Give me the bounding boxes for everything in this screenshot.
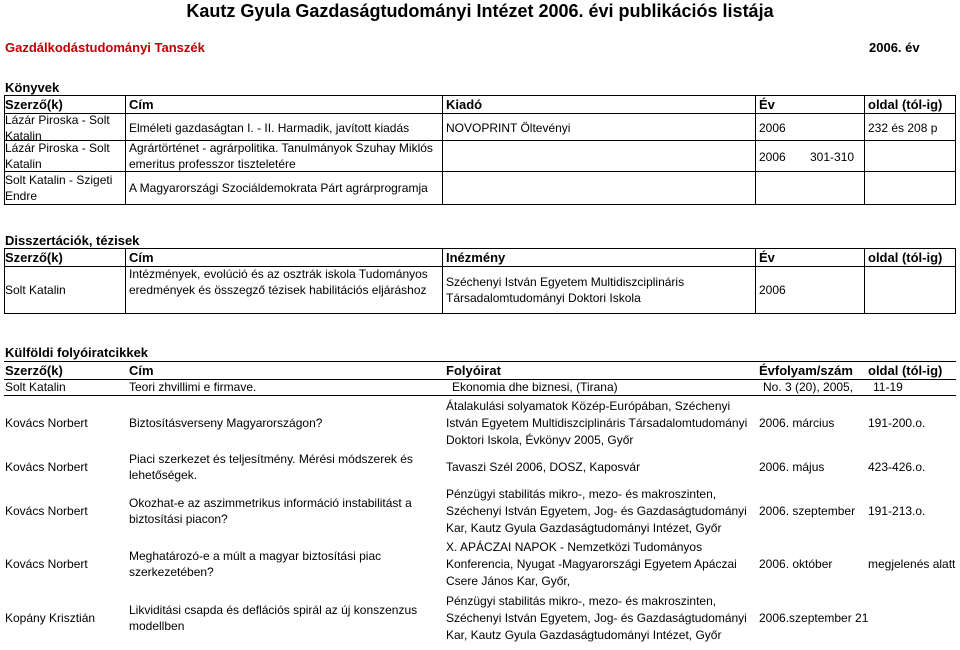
articles-row2-journal: Átalakulási solyamatok Közép-Európában, Széchenyi István Egyetem Multidiszciplináris Társadalomtudományi Doktori Iskola, Évkönyv 2005, Győr xyxy=(446,399,748,447)
articles-row2-title: Biztosításverseny Magyarországon? xyxy=(129,416,323,430)
books-grid-line xyxy=(442,95,443,204)
section-articles-title: Külföldi folyóiratcikkek xyxy=(5,345,149,360)
books-row3-author: Solt Katalin - Szigeti Endre xyxy=(5,173,113,203)
articles-row6-journal: Pénzügyi stabilitás mikro-, mezo- és makroszinten, Széchenyi István Egyetem, Jog- és Gazdaságtudományi Kar, Kautz Gyula Gazdaságtudományi Intézet, Győr xyxy=(446,594,747,642)
articles-row1-author: Solt Katalin xyxy=(5,380,66,394)
theses-grid-line xyxy=(4,248,5,313)
books-row2-author: Lázár Piroska - Solt Katalin xyxy=(5,141,110,171)
theses-row1-institution: Széchenyi István Egyetem Multidiszciplináris Társadalomtudományi Doktori Iskola xyxy=(446,275,685,305)
theses-header-institution: Inézmény xyxy=(446,250,506,265)
articles-row4-title: Okozhat-e az aszimmetrikus információ instabilitást a biztosítási piacon? xyxy=(129,496,412,526)
books-row1-pages: 232 és 208 p xyxy=(868,121,938,135)
books-header-publisher: Kiadó xyxy=(446,97,483,112)
theses-header-year: Év xyxy=(759,250,775,265)
theses-header-pages: oldal (tól-ig) xyxy=(868,250,943,265)
theses-top-rule xyxy=(4,248,956,249)
articles-row2-author: Kovács Norbert xyxy=(5,416,88,430)
articles-row6-issue: 2006.szeptember 21 xyxy=(759,611,869,625)
articles-row6-author: Kopány Krisztián xyxy=(5,611,96,625)
books-grid-line xyxy=(955,95,956,204)
articles-row1-issue: No. 3 (20), 2005, xyxy=(763,380,854,394)
theses-row1-title: Intézmények, evolúció és az osztrák iskola Tudományos eredmények és összegző tézisek habilitációs eljáráshoz xyxy=(129,267,428,297)
articles-top-rule xyxy=(4,361,956,362)
books-header-rule xyxy=(4,113,956,114)
page-title: Kautz Gyula Gazdaságtudományi Intézet 2006. évi publikációs listája xyxy=(186,1,774,21)
articles-row1-rule xyxy=(4,395,956,396)
articles-row2-issue: 2006. március xyxy=(759,416,835,430)
books-row3-title: A Magyarországi Szociáldemokrata Párt agrárprogramja xyxy=(129,181,428,195)
articles-row5-title: Meghatározó-e a múlt a magyar biztosítási piac szerkezetében? xyxy=(129,549,382,579)
section-theses-title: Disszertációk, tézisek xyxy=(5,233,140,248)
report-year: 2006. év xyxy=(869,40,920,55)
theses-grid-line xyxy=(4,313,956,314)
articles-row1-title: Teori zhvillimi e firmave. xyxy=(129,380,257,394)
articles-header-journal: Folyóirat xyxy=(446,363,501,378)
books-grid-line xyxy=(755,95,756,204)
articles-row3-issue: 2006. május xyxy=(759,460,825,474)
books-grid-line xyxy=(864,95,865,204)
theses-grid-line xyxy=(864,248,865,313)
books-row1-author: Lázár Piroska - Solt Katalin xyxy=(5,113,110,143)
books-row1-title: Elméleti gazdaságtan I. - II. Harmadik, javított kiadás xyxy=(129,121,410,135)
books-header-title: Cím xyxy=(129,97,154,112)
department-name: Gazdálkodástudományi Tanszék xyxy=(5,40,205,55)
articles-header-author: Szerző(k) xyxy=(5,363,63,378)
articles-row1-journal: Ekonomia dhe biznesi, (Tirana) xyxy=(452,380,618,394)
theses-row1-author: Solt Katalin xyxy=(5,283,66,297)
articles-header-issue: Évfolyam/szám xyxy=(759,363,853,378)
books-row1-year: 2006 xyxy=(759,121,786,135)
articles-row1-pages: 11-19 xyxy=(873,380,903,394)
theses-grid-line xyxy=(755,248,756,313)
books-grid-line xyxy=(125,95,126,204)
articles-row2-pages: 191-200.o. xyxy=(868,416,926,430)
theses-row1-year: 2006 xyxy=(759,283,786,297)
books-row2-year: 2006 xyxy=(759,150,786,164)
theses-grid-line xyxy=(442,248,443,313)
books-header-pages: oldal (tól-ig) xyxy=(868,97,943,112)
books-header-year: Év xyxy=(759,97,775,112)
articles-row5-author: Kovács Norbert xyxy=(5,557,88,571)
books-grid-line xyxy=(4,204,956,205)
articles-header-title: Cím xyxy=(129,363,154,378)
theses-grid-line xyxy=(125,248,126,313)
articles-row4-journal: Pénzügyi stabilitás mikro-, mezo- és makroszinten, Széchenyi István Egyetem, Jog- és Gazdaságtudományi Kar, Kautz Gyula Gazdaságtudományi Intézet, Győr xyxy=(446,487,747,535)
section-books-title: Könyvek xyxy=(5,80,60,95)
books-row2-title: Agrártörténet - agrárpolitika. Tanulmányok Szuhay Miklós emeritus professzor tiszteletére xyxy=(129,141,433,171)
articles-row6-title: Likviditási csapda és deflációs spirál az új konszenzus modellben xyxy=(129,603,418,633)
articles-row5-issue: 2006. október xyxy=(759,557,833,571)
articles-row3-journal: Tavaszi Szél 2006, DOSZ, Kaposvár xyxy=(446,460,641,474)
theses-header-author: Szerző(k) xyxy=(5,250,63,265)
theses-header-title: Cím xyxy=(129,250,154,265)
theses-grid-line xyxy=(955,248,956,313)
books-header-author: Szerző(k) xyxy=(5,97,63,112)
articles-row5-journal: X. APÁCZAI NAPOK - Nemzetközi Tudományos Konferencia, Nyugat -Magyarországi Egyetem Apáczai Csere János Kar, Győr, xyxy=(446,540,737,588)
articles-header-pages: oldal (tól-ig) xyxy=(868,363,943,378)
articles-row5-pages: megjelenés alatt xyxy=(868,557,956,571)
books-top-rule xyxy=(4,95,956,96)
books-row1-publisher: NOVOPRINT Öltevényi xyxy=(446,121,571,135)
articles-row4-pages: 191-213.o. xyxy=(868,504,926,518)
books-row2-pages: 301-310 xyxy=(810,150,855,164)
articles-row3-pages: 423-426.o. xyxy=(868,460,926,474)
articles-row3-author: Kovács Norbert xyxy=(5,460,88,474)
articles-row4-issue: 2006. szeptember xyxy=(759,504,856,518)
articles-row3-title: Piaci szerkezet és teljesítmény. Mérési módszerek és lehetőségek. xyxy=(129,452,413,482)
articles-row4-author: Kovács Norbert xyxy=(5,504,88,518)
